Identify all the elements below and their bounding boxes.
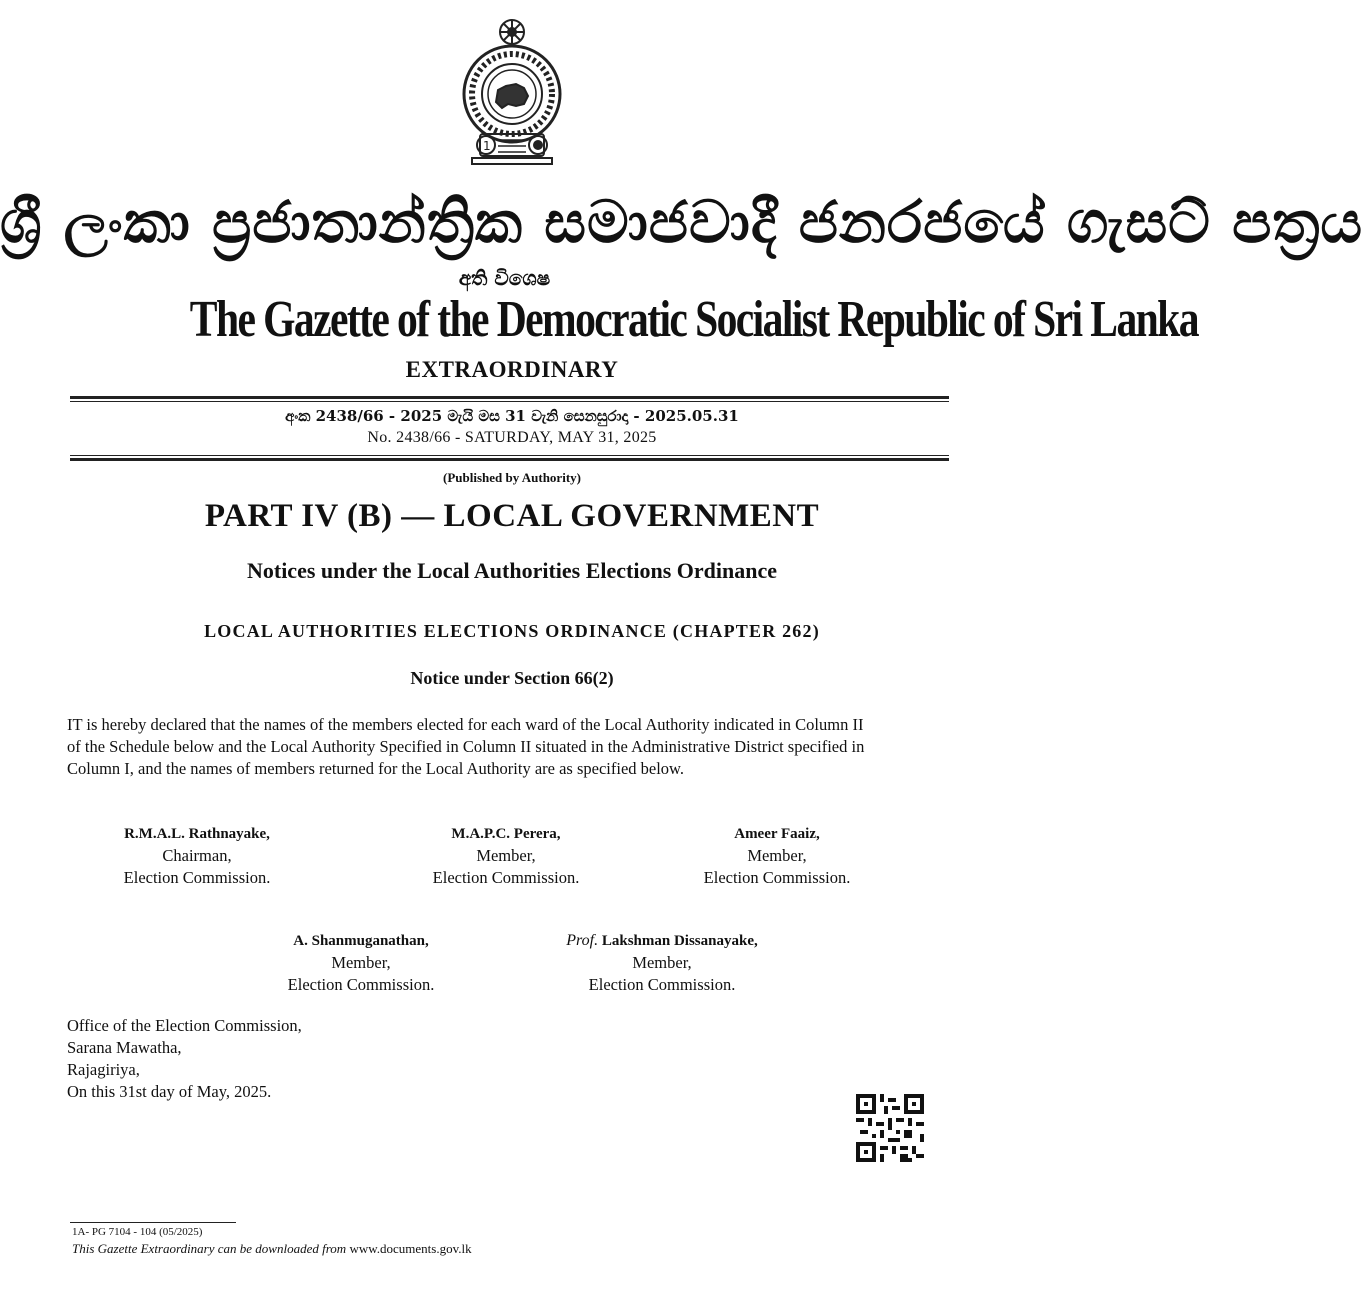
header-divider-top-thin [70, 401, 949, 402]
signatory [67, 823, 327, 889]
signatory [532, 930, 792, 996]
emblem-icon [458, 14, 566, 168]
office-line: Sarana Mawatha, [67, 1038, 182, 1057]
header-divider-top [70, 396, 949, 399]
extraordinary-label: EXTRAORDINARY [405, 357, 619, 382]
signatory-name: R.M.A.L. Rathnayake, [124, 826, 270, 842]
signatory-prefix: Prof. [566, 932, 599, 949]
gazette-sinhala-title: ශ්‍රී ලංකා ප්‍රජාතාන්ත්‍රික සමාජවාදී ජනරජයේ ගැසට් පත්‍රය [0, 188, 1363, 256]
published-by-authority: (Published by Authority) [443, 470, 581, 485]
gazette-sinhala-subtitle: අති විශෙෂ [458, 266, 551, 290]
signatory-org: Election Commission. [123, 868, 271, 887]
notices-title: Notices under the Local Authorities Elections Ordinance [246, 558, 778, 583]
office-line: Rajagiriya, [67, 1060, 140, 1079]
office-line: On this 31st day of May, 2025. [67, 1082, 272, 1101]
office-address [67, 1015, 302, 1103]
signatory-role: Chairman, [162, 846, 232, 865]
section-title: Notice under Section 66(2) [410, 668, 614, 688]
signatory [647, 823, 907, 889]
notice-body-line: IT is hereby declared that the names of the members elected for each ward of the Local Authority indicated in Column II [67, 715, 864, 734]
header-divider-bottom-thin [70, 455, 949, 456]
header-divider-bottom [70, 458, 949, 461]
issue-line-sinhala: අංක 2438/66 - 2025 මැයි මස 31 වැනි සෙනසුරාදා - 2025.05.31 [285, 407, 739, 425]
footer-download-note [72, 1241, 472, 1257]
footer-code: 1A- PG 7104 - 104 (05/2025) [72, 1226, 203, 1238]
footer-download-prefix: This Gazette Extraordinary can be downloaded from [72, 1241, 347, 1256]
signatory [376, 823, 636, 889]
signatory-org: Election Commission. [287, 975, 435, 994]
signatory-name-text: Lakshman Dissanayake, [601, 933, 758, 949]
signatory-org: Election Commission. [432, 868, 580, 887]
signatory-role: Member, [747, 846, 807, 865]
part-title: PART IV (B) — LOCAL GOVERNMENT [204, 498, 820, 534]
signatory-role: Member, [476, 846, 536, 865]
signatory-name: M.A.P.C. Perera, [451, 826, 561, 842]
notice-body-line: Column I, and the names of members returned for the Local Authority are as specified below. [67, 759, 685, 778]
signatory-org: Election Commission. [588, 975, 736, 994]
signatory-org: Election Commission. [703, 868, 851, 887]
ordinance-title: LOCAL AUTHORITIES ELECTIONS ORDINANCE (CHAPTER 262) [204, 621, 820, 641]
notice-body-line: of the Schedule below and the Local Authority Specified in Column II situated in the Administrative District specified in [67, 737, 865, 756]
gazette-english-title: The Gazette of the Democratic Socialist Republic of Sri Lanka [189, 291, 1198, 348]
signatory-role: Member, [331, 953, 391, 972]
signatory-name [532, 930, 792, 952]
signatory [231, 930, 491, 996]
issue-line-english: No. 2438/66 - SATURDAY, MAY 31, 2025 [367, 429, 657, 446]
signatory-name: A. Shanmuganathan, [293, 933, 429, 949]
footer-divider [70, 1222, 236, 1223]
notice-body [67, 714, 967, 780]
office-line: Office of the Election Commission, [67, 1016, 302, 1035]
svg-text:1: 1 [483, 139, 491, 153]
footer-download-link[interactable]: www.documents.gov.lk [349, 1241, 472, 1256]
signatory-name: Ameer Faaiz, [734, 826, 820, 842]
qr-code-icon [856, 1094, 924, 1162]
signatory-role: Member, [632, 953, 692, 972]
